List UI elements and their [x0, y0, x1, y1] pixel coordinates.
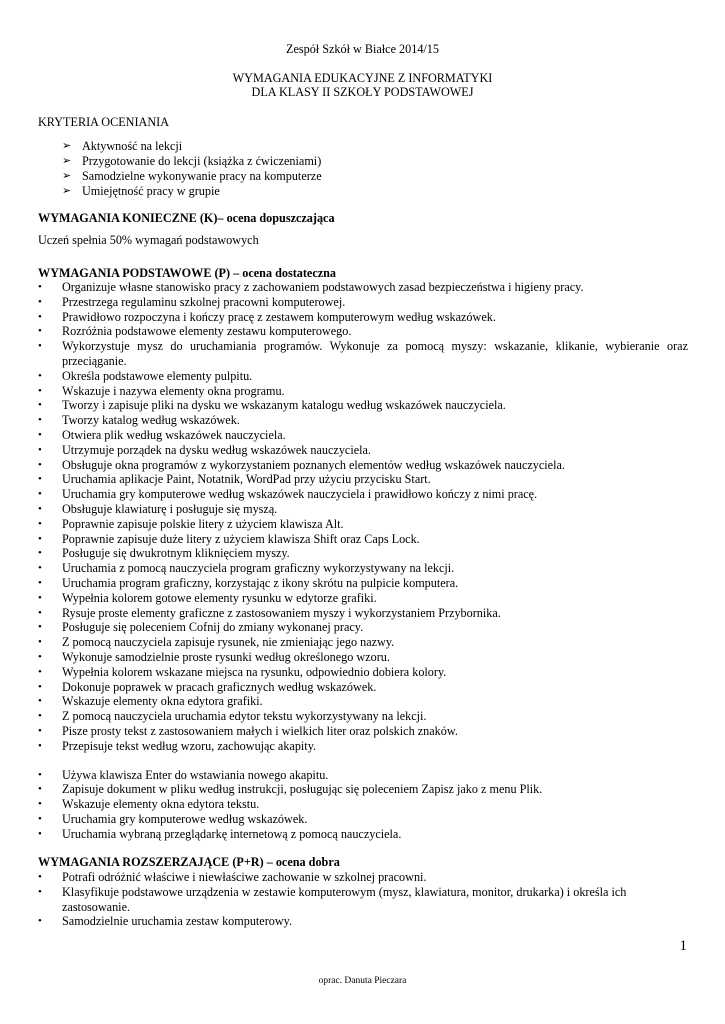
bullet-icon: •	[38, 384, 42, 397]
list-item: • Tworzy i zapisuje pliki na dysku we wskazanym katalogu według wskazówek nauczyciela.	[38, 398, 506, 413]
bullet-icon: •	[38, 369, 42, 382]
bullet-icon: •	[38, 591, 42, 604]
list-item: • Przestrzega regulaminu szkolnej pracowni komputerowej.	[38, 294, 346, 309]
bullet-icon: •	[38, 325, 42, 338]
list-item: • Posługuje się dwukrotnym kliknięciem myszy.	[38, 546, 290, 561]
list-item: • Wykonuje samodzielnie proste rysunki według określonego wzoru.	[38, 649, 390, 664]
bullet-icon: •	[38, 281, 42, 293]
list-item: • Obsługuje okna programów z wykorzystaniem poznanych elementów według wskazówek nauczyciela.	[38, 457, 565, 472]
arrow-bullet-icon: ➢	[62, 155, 72, 167]
list-item: • Posługuje się poleceniem Cofnij do zmiany wykonanej pracy.	[38, 620, 364, 635]
bullet-icon: •	[38, 414, 42, 427]
list-item: • Wskazuje i nazywa elementy okna programu.	[38, 383, 285, 398]
list-item: • Rysuje proste elementy graficzne z zastosowaniem myszy i wykorzystaniem Przybornika.	[38, 605, 501, 620]
list-item: • Określa podstawowe elementy pulpitu.	[38, 368, 253, 383]
list-item: • Prawidłowo rozpoczyna i kończy pracę z zestawem komputerowym według wskazówek.	[38, 309, 496, 324]
bullet-icon: •	[38, 295, 42, 308]
list-item: • Potrafi odróżnić właściwe i niewłaściwe zachowanie w szkolnej pracowni.	[38, 870, 427, 884]
list-item: • Uruchamia wybraną przeglądarkę internetową z pomocą nauczyciela.	[38, 826, 402, 841]
bullet-icon: •	[38, 502, 42, 515]
podstawowe-list	[38, 280, 688, 841]
bullet-icon: •	[38, 768, 42, 781]
bullet-icon: •	[38, 665, 42, 678]
title-line-1: WYMAGANIA EDUKACYJNE Z INFORMATYKI	[232, 71, 493, 85]
list-item: • Tworzy katalog według wskazówek.	[38, 413, 240, 428]
criteria-heading: KRYTERIA OCENIANIA	[38, 115, 170, 129]
arrow-bullet-icon: ➢	[62, 140, 72, 152]
list-item: • Zapisuje dokument w pliku według instrukcji, posługując się poleceniem Zapisz jako z menu Plik.	[38, 782, 543, 797]
bullet-icon: •	[38, 724, 42, 737]
bullet-icon: •	[38, 428, 42, 441]
bullet-icon: •	[38, 827, 42, 840]
list-item: ➢ Przygotowanie do lekcji (książka z ćwiczeniami)	[62, 154, 322, 168]
list-item: • Obsługuje klawiaturę i posługuje się myszą.	[38, 501, 278, 516]
bullet-icon: •	[38, 310, 42, 323]
bullet-icon: •	[38, 680, 42, 693]
list-item: • Uruchamia program graficzny, korzystając z ikony skrótu na pulpicie komputera.	[38, 575, 459, 590]
list-item: • Wykorzystuje mysz do uruchamiania programów. Wykonuje za pomocą myszy: wskazanie, klikanie, wybieranie oraz przeciąganie.	[38, 339, 688, 368]
bullet-icon: •	[38, 621, 42, 634]
arrow-bullet-icon: ➢	[62, 170, 72, 182]
list-item: • Poprawnie zapisuje duże litery z użyciem klawisza Shift oraz Caps Lock.	[38, 531, 420, 546]
list-item: • Z pomocą nauczyciela uruchamia edytor tekstu wykorzystywany na lekcji.	[38, 709, 427, 724]
list-item: • Otwiera plik według wskazówek nauczyciela.	[38, 427, 286, 442]
bullet-icon: •	[38, 915, 42, 928]
footer-author: oprac. Danuta Pieczara	[318, 976, 407, 986]
bullet-icon: •	[38, 562, 42, 575]
konieczne-heading: WYMAGANIA KONIECZNE (K)– ocena dopuszczająca	[38, 211, 335, 225]
bullet-icon: •	[38, 517, 42, 530]
bullet-icon: •	[38, 739, 42, 752]
list-item: • Uruchamia gry komputerowe według wskazówek.	[38, 811, 308, 826]
page-number: 1	[679, 938, 687, 954]
bullet-icon: •	[38, 576, 42, 589]
list-item: ➢ Umiejętność pracy w grupie	[62, 184, 220, 198]
podstawowe-heading: WYMAGANIA PODSTAWOWE (P) – ocena dostateczna	[38, 266, 337, 280]
bullet-icon: •	[38, 458, 42, 471]
list-item: • Używa klawisza Enter do wstawiania nowego akapitu.	[38, 767, 329, 782]
list-item: • Uruchamia aplikacje Paint, Notatnik, WordPad przy użyciu przycisku Start.	[38, 472, 431, 487]
criteria-list	[62, 139, 322, 199]
list-item: • Poprawnie zapisuje polskie litery z użyciem klawisza Alt.	[38, 516, 344, 531]
list-item: • Wskazuje elementy okna edytora grafiki.	[38, 694, 263, 709]
bullet-icon: •	[38, 443, 42, 456]
rozszerzajace-heading: WYMAGANIA ROZSZERZAJĄCE (P+R) – ocena dobra	[38, 855, 340, 869]
konieczne-text: Uczeń spełnia 50% wymagań podstawowych	[38, 233, 259, 247]
bullet-icon: •	[38, 650, 42, 663]
bullet-icon: •	[38, 710, 42, 723]
list-item: • Utrzymuje porządek na dysku według wskazówek nauczyciela.	[38, 442, 371, 457]
bullet-icon: •	[38, 871, 42, 883]
bullet-icon: •	[38, 532, 42, 545]
list-item: • Organizuje własne stanowisko pracy z zachowaniem podstawowych zasad bezpieczeństwa i higieny pracy.	[38, 280, 584, 294]
arrow-bullet-icon: ➢	[62, 185, 72, 197]
bullet-icon: •	[38, 885, 42, 898]
bullet-icon: •	[38, 606, 42, 619]
list-item: ➢ Aktywność na lekcji	[62, 139, 183, 153]
list-item: • Samodzielnie uruchamia zestaw komputerowy.	[38, 914, 293, 929]
bullet-icon: •	[38, 798, 42, 811]
list-item: • Dokonuje poprawek w pracach graficznych według wskazówek.	[38, 679, 377, 694]
list-item: • Klasyfikuje podstawowe urządzenia w zestawie komputerowym (mysz, klawiatura, monitor, drukarka) i określa ich zastosowanie.	[38, 884, 627, 914]
rozszerzajace-list	[38, 870, 688, 929]
list-item: • Uruchamia z pomocą nauczyciela program graficzny wykorzystywany na lekcji.	[38, 561, 455, 576]
list-item: • Wypełnia kolorem gotowe elementy rysunku w edytorze grafiki.	[38, 590, 377, 605]
bullet-icon: •	[38, 695, 42, 708]
bullet-icon: •	[38, 473, 42, 486]
bullet-icon: •	[38, 547, 42, 560]
bullet-icon: •	[38, 340, 42, 353]
title-line-2: DLA KLASY II SZKOŁY PODSTAWOWEJ	[251, 85, 474, 99]
bullet-icon: •	[38, 636, 42, 649]
bullet-icon: •	[38, 488, 42, 501]
list-item: • Z pomocą nauczyciela zapisuje rysunek, nie zmieniając jego nazwy.	[38, 635, 395, 650]
list-item: • Wskazuje elementy okna edytora tekstu.	[38, 797, 260, 812]
list-item: • Uruchamia gry komputerowe według wskazówek nauczyciela i prawidłowo kończy z nimi pracę.	[38, 487, 538, 502]
bullet-icon: •	[38, 812, 42, 825]
list-item: • Pisze prosty tekst z zastosowaniem małych i wielkich liter oraz polskich znaków.	[38, 723, 458, 738]
list-item: • Wypełnia kolorem wskazane miejsca na rysunku, odpowiednio dobiera kolory.	[38, 664, 447, 679]
bullet-icon: •	[38, 783, 42, 796]
list-item: • Przepisuje tekst według wzoru, zachowując akapity.	[38, 738, 317, 753]
list-item: • Rozróżnia podstawowe elementy zestawu komputerowego.	[38, 324, 352, 339]
school-header: Zespół Szkół w Białce 2014/15	[286, 42, 439, 56]
bullet-icon: •	[38, 399, 42, 412]
list-item: ➢ Samodzielne wykonywanie pracy na komputerze	[62, 169, 322, 183]
